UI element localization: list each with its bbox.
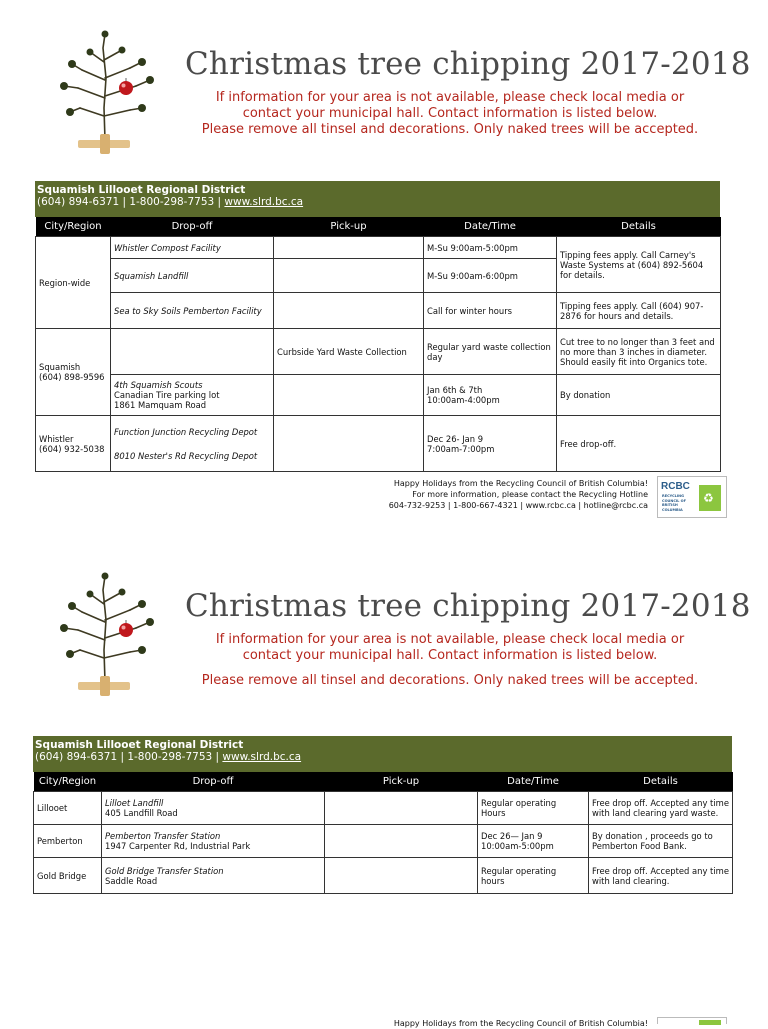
rcbc-logo xyxy=(657,476,727,518)
city-phone: (604) 898-9596 xyxy=(39,372,105,382)
col-header-pickup: Pick-up xyxy=(274,217,424,237)
pickup-cell xyxy=(274,416,424,472)
col-header-datetime: Date/Time xyxy=(478,772,589,792)
col-header-details: Details xyxy=(557,217,721,237)
flyer-title: Christmas tree chipping 2017-2018 xyxy=(185,588,751,624)
district-name: Squamish Lillooet Regional District xyxy=(35,739,244,751)
table-row xyxy=(34,825,733,858)
dropoff-cell: Sea to Sky Soils Pemberton Facility xyxy=(111,293,274,329)
details-cell: Free drop off. Accepted any time with land clearing. xyxy=(589,858,733,894)
dropoff-name: Function Junction Recycling Depot xyxy=(114,426,258,437)
footer-text xyxy=(389,478,648,511)
city-cell: Region-wide xyxy=(36,237,111,329)
note-line: contact your municipal hall. Contact information is listed below. xyxy=(242,106,658,121)
city-cell: Lillooet xyxy=(34,792,102,825)
time-line: 7:00am-7:00pm xyxy=(427,443,495,454)
col-header-city: City/Region xyxy=(34,772,102,792)
datetime-cell xyxy=(478,825,589,858)
time-line: hours xyxy=(481,875,505,886)
district-contact xyxy=(37,196,720,208)
dropoff-name: 8010 Nester's Rd Recycling Depot xyxy=(114,450,258,461)
recycle-icon xyxy=(699,1020,721,1025)
table-row xyxy=(36,293,721,329)
rcbc-logo-partial xyxy=(657,1017,727,1024)
flyer-title: Christmas tree chipping 2017-2018 xyxy=(185,46,751,82)
datetime-cell xyxy=(478,792,589,825)
district-name: Squamish Lillooet Regional District xyxy=(37,184,246,196)
table-row xyxy=(36,416,721,472)
note-line: Please remove all tinsel and decorations. Only naked trees will be accepted. xyxy=(201,673,699,688)
christmas-tree-illustration xyxy=(50,28,160,160)
time-line: 10:00am-5:00pm xyxy=(481,841,554,851)
col-header-details: Details xyxy=(589,772,733,792)
info-note xyxy=(175,90,725,138)
city-cell xyxy=(36,416,111,472)
district-header xyxy=(35,181,720,217)
details-cell: Cut tree to no longer than 3 feet and no more than 3 inches in diameter. Should easily fit into Organics tote. xyxy=(557,329,721,375)
dropoff-cell xyxy=(102,792,325,825)
pickup-cell xyxy=(274,293,424,329)
footer-line: Happy Holidays from the Recycling Council of British Columbia! xyxy=(393,479,648,488)
details-cell: Free drop off. Accepted any time with land clearing yard waste. xyxy=(589,792,733,825)
table-header-row xyxy=(36,217,721,237)
dropoff-address: 1861 Mamquam Road xyxy=(114,400,207,410)
table-row xyxy=(36,375,721,416)
table-header-row xyxy=(34,772,733,792)
city-cell xyxy=(36,329,111,416)
info-note xyxy=(175,632,725,689)
datetime-cell: Call for winter hours xyxy=(424,293,557,329)
dropoff-address: 1947 Carpenter Rd, Industrial Park xyxy=(105,841,251,851)
pickup-cell xyxy=(274,237,424,259)
pickup-cell xyxy=(325,792,478,825)
dropoff-cell xyxy=(111,375,274,416)
logo-subtext: RECYCLING COUNCIL OF BRITISH COLUMBIA xyxy=(662,494,687,512)
datetime-cell xyxy=(424,416,557,472)
time-line: Hours xyxy=(481,808,506,818)
pickup-cell xyxy=(325,825,478,858)
city-name: Squamish xyxy=(39,362,81,372)
details-cell: Tipping fees apply. Call Carney's Waste Systems at (604) 892-5604 for details. xyxy=(557,237,721,293)
dropoff-cell: Squamish Landfill xyxy=(111,259,274,293)
date-line: Dec 26- Jan 9 xyxy=(427,433,484,444)
details-cell: Free drop-off. xyxy=(557,416,721,472)
details-cell: By donation xyxy=(557,375,721,416)
dropoff-name: 4th Squamish Scouts xyxy=(114,380,203,390)
pickup-cell xyxy=(274,259,424,293)
dropoff-cell xyxy=(102,825,325,858)
dropoff-name: Gold Bridge Transfer Station xyxy=(105,865,224,876)
dropoff-cell xyxy=(111,416,274,472)
district-header xyxy=(33,736,732,772)
city-cell: Pemberton xyxy=(34,825,102,858)
district-website-link[interactable]: www.slrd.bc.ca xyxy=(224,196,304,208)
datetime-cell xyxy=(478,858,589,894)
col-header-dropoff: Drop-off xyxy=(111,217,274,237)
christmas-tree-illustration xyxy=(50,570,160,702)
date-line: Jan 6th & 7th xyxy=(427,385,483,395)
col-header-city: City/Region xyxy=(36,217,111,237)
dropoff-address: Saddle Road xyxy=(105,875,158,886)
date-line: Dec 26— Jan 9 xyxy=(481,831,543,841)
dropoff-name: Pemberton Transfer Station xyxy=(105,831,221,841)
pickup-cell xyxy=(274,375,424,416)
date-line: Regular operating xyxy=(481,798,557,808)
time-line: 10:00am-4:00pm xyxy=(427,395,500,405)
dropoff-name: Lilloet Landfill xyxy=(105,798,164,808)
col-header-dropoff: Drop-off xyxy=(102,772,325,792)
note-line: If information for your area is not available, please check local media or xyxy=(215,90,685,105)
pickup-cell xyxy=(325,858,478,894)
schedule-table xyxy=(33,772,733,894)
logo-text: RCBC xyxy=(661,481,690,492)
datetime-cell: M-Su 9:00am-5:00pm xyxy=(424,237,557,259)
table-row xyxy=(34,792,733,825)
city-phone: (604) 932-5038 xyxy=(39,443,105,454)
district-website-link[interactable]: www.slrd.bc.ca xyxy=(222,751,302,763)
note-line: contact your municipal hall. Contact information is listed below. xyxy=(242,648,658,663)
datetime-cell: Regular yard waste collection day xyxy=(424,329,557,375)
date-line: Regular operating xyxy=(481,865,557,876)
district-phones: (604) 894-6371 | 1-800-298-7753 | xyxy=(37,196,222,208)
schedule-table xyxy=(35,217,721,472)
note-line: If information for your area is not available, please check local media or xyxy=(215,632,685,647)
table-row xyxy=(34,858,733,894)
col-header-pickup: Pick-up xyxy=(325,772,478,792)
table-row xyxy=(36,237,721,259)
pickup-cell: Curbside Yard Waste Collection xyxy=(274,329,424,375)
dropoff-cell xyxy=(102,858,325,894)
table-row xyxy=(36,329,721,375)
datetime-cell xyxy=(424,375,557,416)
footer-line: Happy Holidays from the Recycling Council of British Columbia! xyxy=(393,1019,648,1028)
dropoff-cell: Whistler Compost Facility xyxy=(111,237,274,259)
details-cell: By donation , proceeds go to Pemberton Food Bank. xyxy=(589,825,733,858)
note-line: Please remove all tinsel and decorations. Only naked trees will be accepted. xyxy=(201,122,699,137)
district-contact xyxy=(35,751,732,763)
district-phones: (604) 894-6371 | 1-800-298-7753 | xyxy=(35,751,220,763)
recycle-icon: ♻ xyxy=(699,485,721,511)
dropoff-address: Canadian Tire parking lot xyxy=(114,390,220,400)
col-header-datetime: Date/Time xyxy=(424,217,557,237)
footer-line: For more information, please contact the Recycling Hotline xyxy=(412,490,648,499)
dropoff-address: 405 Landfill Road xyxy=(105,808,178,818)
city-name: Whistler xyxy=(39,433,74,444)
footer-line: 604-732-9253 | 1-800-667-4321 | www.rcbc.ca | hotline@rcbc.ca xyxy=(388,501,648,510)
datetime-cell: M-Su 9:00am-6:00pm xyxy=(424,259,557,293)
dropoff-cell xyxy=(111,329,274,375)
details-cell: Tipping fees apply. Call (604) 907-2876 for hours and details. xyxy=(557,293,721,329)
city-cell: Gold Bridge xyxy=(34,858,102,894)
